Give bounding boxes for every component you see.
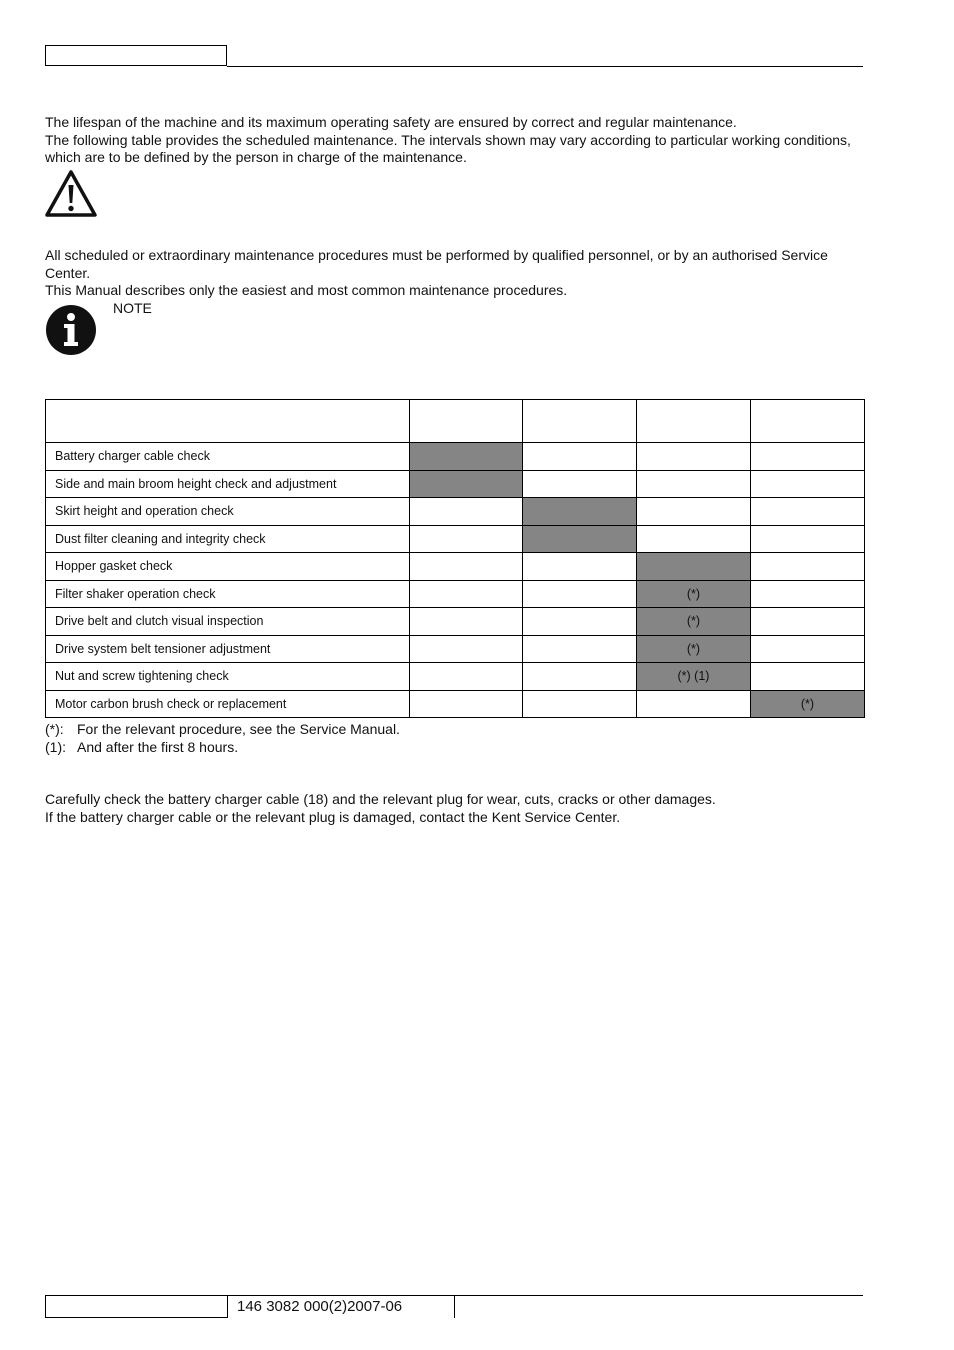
intro-paragraph [45,114,863,167]
table-header-row [46,400,865,443]
interval-cell [751,635,865,663]
interval-cell [751,553,865,581]
interval-cell [523,498,637,526]
battery-check-paragraph [45,791,863,826]
interval-cell [410,608,523,636]
battery-check-line-1: Carefully check the battery charger cable (18) and the relevant plug for wear, cuts, cracks or other damages. [45,791,716,807]
interval-cell [523,663,637,691]
footer-box [45,1295,228,1318]
interval-cell [523,608,637,636]
table-row [46,690,865,718]
footnote-item [45,738,400,756]
footnote-text: For the relevant procedure, see the Service Manual. [77,721,400,737]
header-rule [227,66,863,67]
header-cell [637,400,751,443]
interval-cell [523,580,637,608]
intro-line-1: The lifespan of the machine and its maximum operating safety are ensured by correct and regular maintenance. [45,114,737,130]
info-icon [45,304,97,356]
table-row [46,525,865,553]
interval-cell [637,443,751,471]
interval-cell [410,553,523,581]
header-cell [410,400,523,443]
footer-separator [454,1295,455,1318]
task-cell: Filter shaker operation check [46,580,410,608]
interval-cell [410,498,523,526]
table-row [46,553,865,581]
interval-cell [410,443,523,471]
interval-cell [410,635,523,663]
task-cell: Nut and screw tightening check [46,663,410,691]
interval-cell [751,580,865,608]
warning-paragraph [45,247,863,300]
task-cell: Motor carbon brush check or replacement [46,690,410,718]
header-cell [46,400,410,443]
header-cell [523,400,637,443]
task-cell: Battery charger cable check [46,443,410,471]
interval-cell [751,608,865,636]
interval-cell: (*) [637,635,751,663]
interval-cell [637,525,751,553]
task-cell: Hopper gasket check [46,553,410,581]
interval-cell [751,470,865,498]
interval-cell [410,470,523,498]
intro-line-2: The following table provides the scheduled maintenance. The intervals shown may vary according to particular working conditions, which are to be defined by the person in charge of the maintenance. [45,131,851,165]
footnotes [45,720,400,756]
header-cell [751,400,865,443]
interval-cell [637,553,751,581]
warning-triangle-icon [44,169,98,219]
interval-cell [751,525,865,553]
footnote-mark: (*): [45,721,64,737]
table-row [46,663,865,691]
interval-cell [751,498,865,526]
header-box [45,45,227,66]
interval-cell: (*) (1) [637,663,751,691]
table-row [46,498,865,526]
document-code: 146 3082 000(2)2007-06 [237,1298,403,1315]
interval-cell [410,525,523,553]
table-row [46,470,865,498]
interval-cell [523,443,637,471]
interval-cell [410,690,523,718]
task-cell: Drive belt and clutch visual inspection [46,608,410,636]
maintenance-table [45,399,865,718]
footnote-mark: (1): [45,739,66,755]
interval-cell [637,470,751,498]
table-row [46,580,865,608]
warning-line-1: All scheduled or extraordinary maintenance procedures must be performed by qualified personnel, or by an authorised Service Center. [45,247,828,281]
task-cell: Drive system belt tensioner adjustment [46,635,410,663]
note-label: NOTE [113,300,152,316]
interval-cell: (*) [751,690,865,718]
battery-check-line-2: If the battery charger cable or the relevant plug is damaged, contact the Kent Service Center. [45,808,621,825]
interval-cell [523,635,637,663]
table-row [46,635,865,663]
interval-cell [523,470,637,498]
task-cell: Side and main broom height check and adjustment [46,470,410,498]
footnote-item [45,720,400,738]
interval-cell: (*) [637,608,751,636]
interval-cell [637,498,751,526]
task-cell: Dust filter cleaning and integrity check [46,525,410,553]
interval-cell [523,690,637,718]
interval-cell [751,663,865,691]
task-cell: Skirt height and operation check [46,498,410,526]
interval-cell [751,443,865,471]
warning-line-2: This Manual describes only the easiest and most common maintenance procedures. [45,282,568,298]
interval-cell [523,553,637,581]
footnote-text: And after the first 8 hours. [77,739,239,755]
interval-cell [637,690,751,718]
table-row [46,608,865,636]
interval-cell [410,663,523,691]
interval-cell [410,580,523,608]
interval-cell: (*) [637,580,751,608]
interval-cell [523,525,637,553]
table-row [46,443,865,471]
